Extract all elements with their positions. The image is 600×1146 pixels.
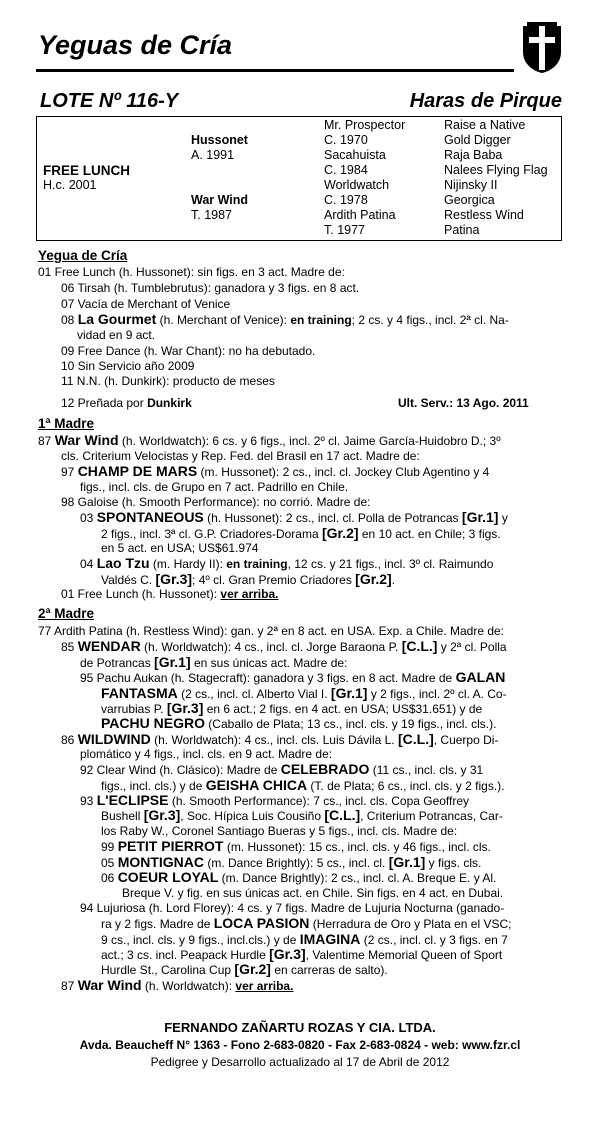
pedigree-dam-info: T. 1987: [191, 208, 233, 222]
pedigree-gen3-2-info: C. 1984: [324, 163, 368, 177]
pedigree-gen3-1: Mr. Prospector: [324, 118, 406, 132]
second-dam-line: Hurdle St., Carolina Cup [Gr.2] en carreras de salto).: [101, 961, 388, 977]
pedigree-gen3-1-info: C. 1970: [324, 133, 368, 147]
first-dam-line: 2 figs., incl. 3ª cl. G.P. Criadores-Dorama [Gr.2] en 10 act. en Chile; 3 figs.: [101, 525, 501, 541]
second-dam-line: figs., incl. cls.) y de GEISHA CHICA (T. de Plata; 6 cs., incl. cls. y 2 figs.).: [101, 777, 505, 793]
pedigree-gen3-3: Worldwatch: [324, 178, 390, 192]
second-dam-line: Breque V. y fig. en sus únicas act. en Chile. Sin figs. en 4 act. en Dubai.: [122, 886, 504, 900]
second-dam-line: 9 cs., incl. cls. y 9 figs., incl.cls.) y de IMAGINA (2 cs., incl. cl. y 3 figs. en 7: [101, 931, 508, 947]
first-dam-line: cls. Criterium Velocistas y Rep. Fed. del Brasil en 17 act. Madre de:: [61, 449, 420, 463]
second-dam-line: act.; 3 cs. incl. Peapack Hurdle [Gr.3], Valentime Memorial Queen of Sport: [101, 946, 503, 962]
first-dam-line: Valdés C. [Gr.3]; 4º cl. Gran Premio Criadores [Gr.2].: [101, 571, 396, 587]
produce-line: 10 Sin Servicio año 2009: [61, 359, 195, 373]
first-dam-line: 98 Galoise (h. Smooth Performance): no corrió. Madre de:: [61, 495, 371, 509]
second-dam-line: 85 WENDAR (h. Worldwatch): 4 cs., incl. cl. Jorge Baraona P. [C.L.] y 2ª cl. Polla: [61, 638, 507, 654]
produce-line: 09 Free Dance (h. War Chant): no ha debutado.: [61, 344, 316, 358]
second-dam-line: FANTASMA (2 cs., incl. cl. Alberto Vial I. [Gr.1] y 2 figs., incl. 2º cl. A. Co-: [101, 685, 507, 701]
produce-line: 06 Tirsah (h. Tumblebrutus): ganadora y 3 figs. en 8 act.: [61, 281, 360, 295]
second-dam-line: 92 Clear Wind (h. Clásico): Madre de CELEBRADO (11 cs., incl. cls. y 31: [80, 761, 484, 777]
farm-name: Haras de Pirque: [409, 90, 562, 112]
pedigree-gen3-4: Ardith Patina: [324, 208, 396, 222]
pedigree-gen4-6: Georgica: [444, 193, 495, 207]
footer-company: FERNANDO ZAÑARTU ROZAS Y CIA. LTDA.: [164, 1020, 436, 1035]
second-dam-line: los Raby W., Coronel Santiago Bueras y 5 figs., incl. cls. Madre de:: [101, 824, 458, 838]
second-dam-line: 99 PETIT PIERROT (m. Hussonet): 15 cs., incl. cls. y 46 figs., incl. cls.: [101, 838, 491, 854]
lot-number: LOTE Nº 116-Y: [40, 90, 179, 112]
first-dam-line: figs., incl. cls. de Grupo en 7 act. Padrillo en Chile.: [80, 480, 349, 494]
pedigree-gen4-7: Restless Wind: [444, 208, 524, 222]
see-above-link[interactable]: ver arriba.: [235, 979, 294, 993]
first-dam-line: 03 SPONTANEOUS (h. Hussonet): 2 cs., incl. cl. Polla de Potrancas [Gr.1] y: [80, 509, 508, 525]
pedigree-sire: Hussonet: [191, 133, 248, 147]
produce-line: 07 Vacía de Merchant of Venice: [61, 297, 231, 311]
second-dam-line: 94 Lujuriosa (h. Lord Florey): 4 cs. y 7 figs. Madre de Lujuria Nocturna (ganado-: [80, 901, 505, 915]
first-dam-line: 01 Free Lunch (h. Hussonet): ver arriba.: [61, 587, 279, 601]
footer-updated: Pedigree y Desarrollo actualizado al 17 de Abril de 2012: [150, 1055, 450, 1069]
second-dam-line: 06 COEUR LOYAL (m. Dance Brightly): 2 cs., incl. cl. A. Breque E. y Al.: [101, 869, 497, 885]
section-heading-second-dam: 2ª Madre: [38, 606, 95, 621]
last-service-date: Ult. Serv.: 13 Ago. 2011: [398, 396, 529, 410]
page-title: Yeguas de Cría: [38, 30, 233, 60]
produce-line: 01 Free Lunch (h. Hussonet): sin figs. en 3 act. Madre de:: [38, 265, 345, 279]
second-dam-line: PACHU NEGRO (Caballo de Plata; 13 cs., incl. cls. y 19 figs., incl. cls.).: [101, 715, 497, 731]
pedigree-gen3-2: Sacahuista: [324, 148, 386, 162]
footer-contact: Avda. Beaucheff N° 1363 - Fono 2-683-0820 - Fax 2-683-0824 - web: www.fzr.cl: [79, 1038, 521, 1052]
second-dam-line: 05 MONTIGNAC (m. Dance Brightly): 5 cs., incl. cl. [Gr.1] y figs. cls.: [101, 854, 482, 870]
pedigree-horse-info: H.c. 2001: [43, 178, 97, 192]
produce-line: vidad en 9 act.: [77, 328, 156, 342]
second-dam-line: 86 WILDWIND (h. Worldwatch): 4 cs., incl. cls. Luis Dávila L. [C.L.], Cuerpo Di-: [61, 731, 499, 747]
title-divider: [36, 69, 514, 72]
second-dam-line: 95 Pachu Aukan (h. Stagecraft): ganadora y 3 figs. en 8 act. Madre de GALAN: [80, 669, 506, 685]
brand-logo-icon: [519, 22, 565, 74]
pedigree-dam: War Wind: [191, 193, 249, 207]
pedigree-gen4-1: Raise a Native: [444, 118, 526, 132]
pedigree-horse: FREE LUNCH: [43, 163, 130, 178]
pedigree-gen3-3-info: C. 1978: [324, 193, 368, 207]
pedigree-gen3-4-info: T. 1977: [324, 223, 366, 237]
pedigree-gen4-8: Patina: [444, 223, 480, 237]
pedigree-gen4-2: Gold Digger: [444, 133, 511, 147]
second-dam-line: Bushell [Gr.3], Soc. Hípica Luis Cousiño [C.L.], Criterium Potrancas, Car-: [101, 807, 503, 823]
first-dam-line: 97 CHAMP DE MARS (m. Hussonet): 2 cs., incl. cl. Jockey Club Agentino y 4: [61, 463, 490, 479]
first-dam-line: en 5 act. en USA; US$61.974: [101, 541, 259, 555]
section-heading-dam: Yegua de Cría: [38, 248, 128, 263]
second-dam-line: de Potrancas [Gr.1] en sus únicas act. Madre de:: [80, 654, 348, 670]
second-dam-line: varrubias P. [Gr.3] en 6 act.; 2 figs. en 4 act. en USA; US$31.651) y de: [101, 700, 483, 716]
produce-line: 11 N.N. (h. Dunkirk): producto de meses: [61, 374, 275, 388]
second-dam-line: 77 Ardith Patina (h. Restless Wind): gan. y 2ª en 8 act. en USA. Exp. a Chile. Madre de:: [38, 624, 505, 638]
second-dam-line: plomático y 4 figs., incl. cls. en 9 act. Madre de:: [80, 747, 333, 761]
second-dam-line: ra y 2 figs. Madre de LOCA PASION (Herradura de Oro y Plata en el VSC;: [101, 915, 512, 931]
pedigree-gen4-4: Nalees Flying Flag: [444, 163, 548, 177]
second-dam-line: 87 War Wind (h. Worldwatch): ver arriba.: [61, 977, 294, 993]
produce-line: 08 La Gourmet (h. Merchant of Venice): en training; 2 cs. y 4 figs., incl. 2ª cl. Na-: [61, 311, 509, 327]
first-dam-line: 04 Lao Tzu (m. Hardy II): en training, 12 cs. y 21 figs., incl. 3º cl. Raimundo: [80, 555, 494, 571]
section-heading-first-dam: 1ª Madre: [38, 416, 95, 431]
first-dam-line: 87 War Wind (h. Worldwatch): 6 cs. y 6 figs., incl. 2º cl. Jaime García-Huidobro D.; 3º: [38, 432, 501, 448]
pedigree-gen4-5: Nijinsky II: [444, 178, 498, 192]
produce-line: 12 Preñada por Dunkirk: [61, 396, 192, 410]
pedigree-gen4-3: Raja Baba: [444, 148, 503, 162]
see-above-link[interactable]: ver arriba.: [220, 587, 279, 601]
pedigree-sire-info: A. 1991: [191, 148, 235, 162]
second-dam-line: 93 L'ECLIPSE (h. Smooth Performance): 7 cs., incl. cls. Copa Geoffrey: [80, 792, 470, 808]
